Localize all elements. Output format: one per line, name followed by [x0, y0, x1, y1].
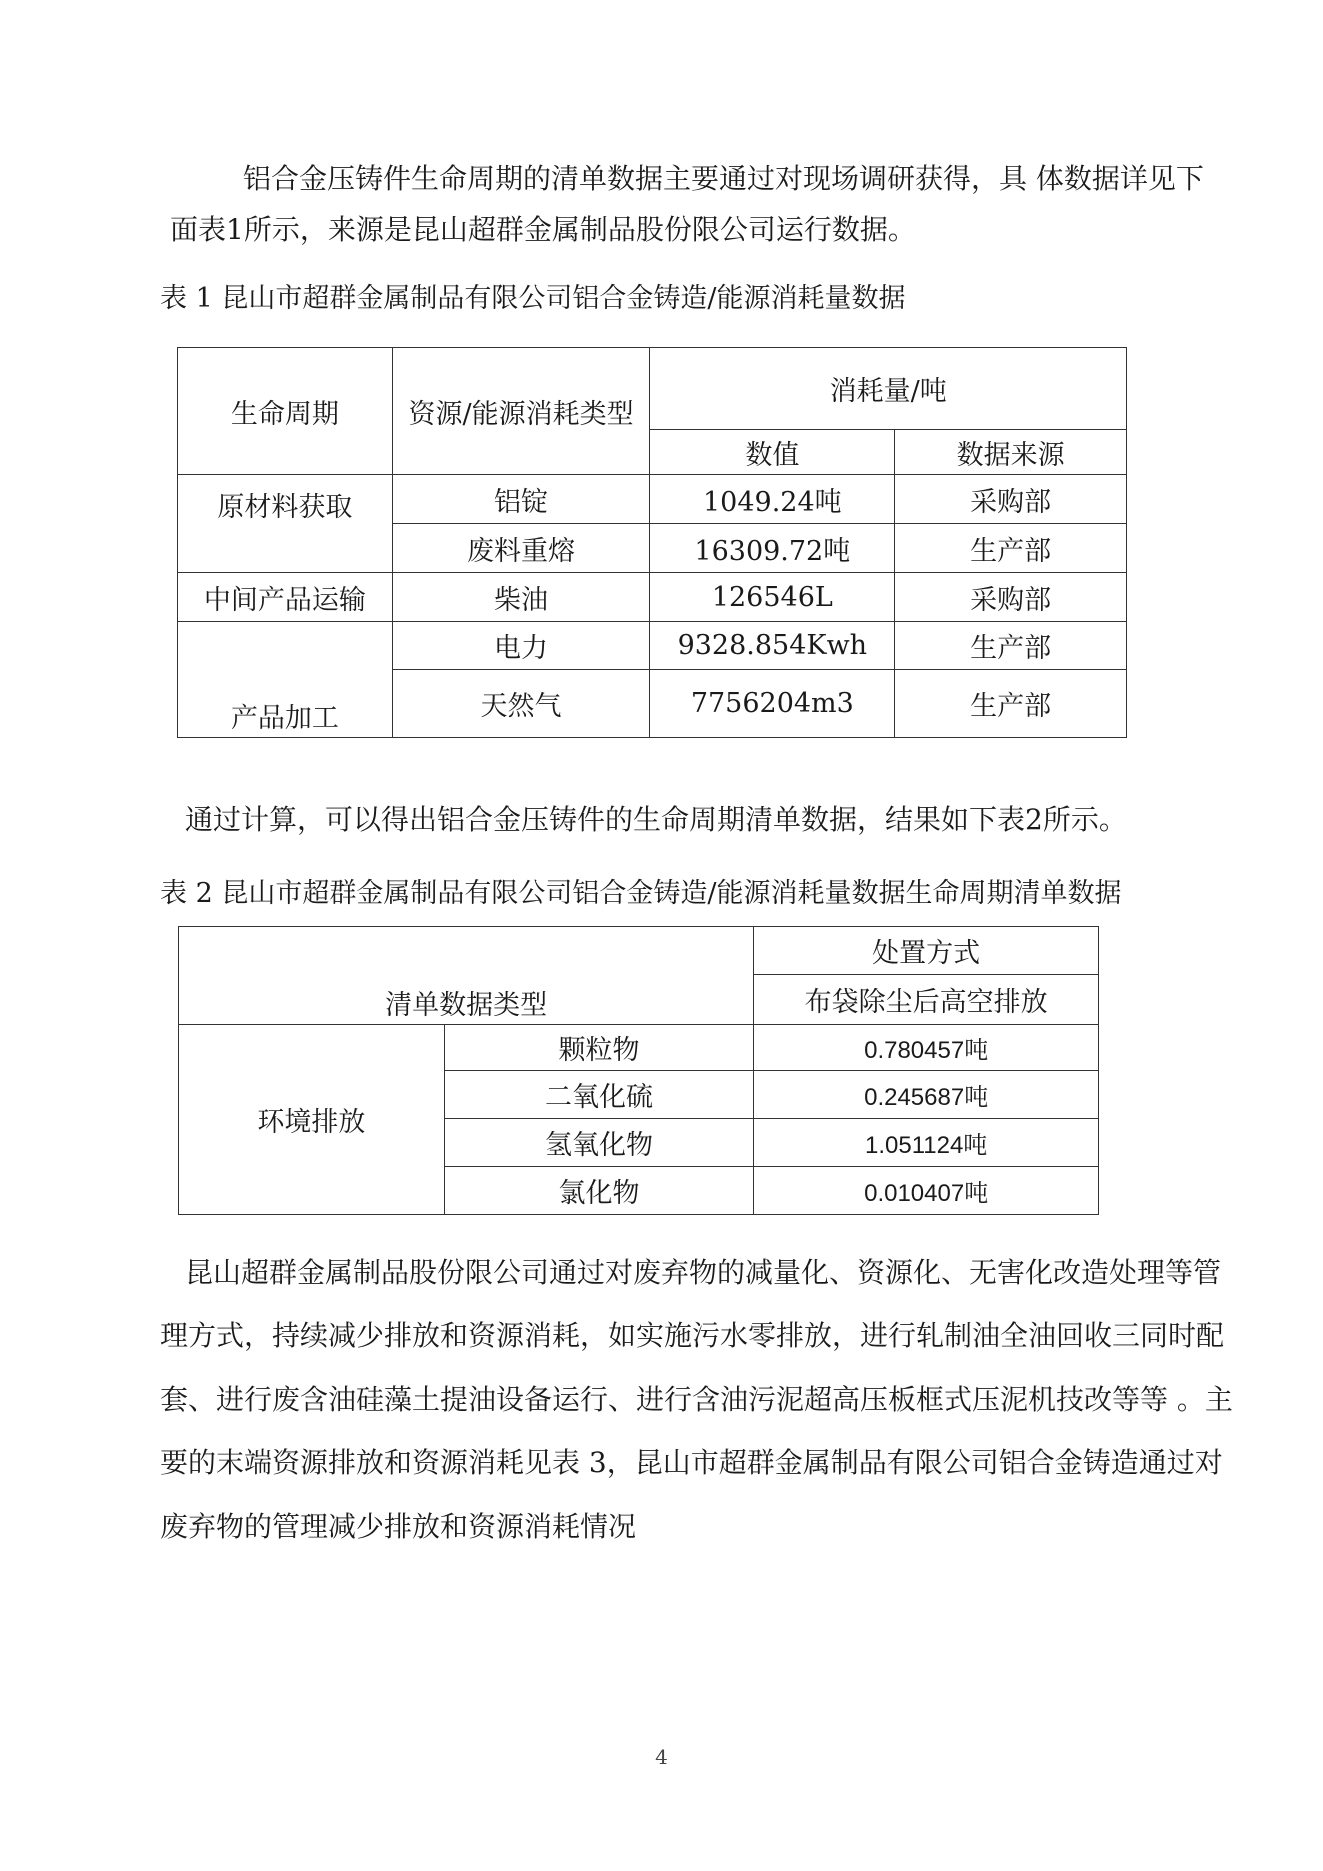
- stage-transport: 中间产品运输: [178, 573, 393, 622]
- table2-caption: 表 2 昆山市超群金属制品有限公司铝合金铸造/能源消耗量数据生命周期清单数据: [160, 878, 1122, 909]
- emission-value-cell: 0.245687吨: [754, 1071, 1099, 1119]
- header-lifecycle: 生命周期: [178, 348, 393, 475]
- closing-line-2: 理方式，持续减少排放和资源消耗，如实施污水零排放，进行轧制油全油回收三同时配: [160, 1319, 1225, 1352]
- emission-value-cell: 0.780457吨: [754, 1025, 1099, 1071]
- value-cell: 1049.24吨: [650, 475, 895, 524]
- header-data-type: 清单数据类型: [179, 927, 754, 1025]
- resource-cell: 天然气: [392, 670, 650, 738]
- emission-value-cell: 0.010407吨: [754, 1167, 1099, 1215]
- closing-line-3: 套、进行废含油硅藻土提油设备运行、进行含油污泥超高压板框式压泥机技改等等 。主: [160, 1383, 1233, 1416]
- value-cell: 126546L: [650, 573, 895, 622]
- header-resource-type: 资源/能源消耗类型: [392, 348, 650, 475]
- item-cell: 颗粒物: [444, 1025, 754, 1071]
- closing-line-1: 昆山超群金属制品股份限公司通过对废弃物的减量化、资源化、无害化改造处理等管: [185, 1256, 1222, 1289]
- category-environment: 环境排放: [179, 1025, 445, 1215]
- resource-cell: 废料重熔: [392, 524, 650, 573]
- header-value: 数值: [650, 430, 895, 475]
- source-cell: 采购部: [895, 475, 1127, 524]
- value-cell: 7756204m3: [650, 670, 895, 738]
- table2: [178, 926, 1099, 1215]
- stage-raw-material: 原材料获取: [178, 475, 393, 573]
- item-cell: 二氧化硫: [444, 1071, 754, 1119]
- source-cell: 采购部: [895, 573, 1127, 622]
- header-source: 数据来源: [895, 430, 1127, 475]
- value-cell: 16309.72吨: [650, 524, 895, 573]
- header-disposal: 处置方式: [754, 927, 1099, 975]
- header-consumption: 消耗量/吨: [650, 348, 1127, 430]
- closing-line-4: 要的末端资源排放和资源消耗见表 3，昆山市超群金属制品有限公司铝合金铸造通过对: [160, 1446, 1223, 1479]
- resource-cell: 柴油: [392, 573, 650, 622]
- resource-cell: 电力: [392, 622, 650, 670]
- source-cell: 生产部: [895, 670, 1127, 738]
- header-method: 布袋除尘后高空排放: [754, 975, 1099, 1025]
- closing-line-5: 废弃物的管理减少排放和资源消耗情况: [160, 1510, 637, 1543]
- page-number: 4: [655, 1745, 668, 1769]
- emission-value-cell: 1.051124吨: [754, 1119, 1099, 1167]
- item-cell: 氯化物: [444, 1167, 754, 1215]
- value-cell: 9328.854Kwh: [650, 622, 895, 670]
- intro-line-1: 铝合金压铸件生命周期的清单数据主要通过对现场调研获得，具 体数据详见下: [243, 162, 1204, 195]
- table1-caption: 表 1 昆山市超群金属制品有限公司铝合金铸造/能源消耗量数据: [160, 283, 906, 314]
- item-cell: 氢氧化物: [444, 1119, 754, 1167]
- stage-processing: 产品加工: [178, 622, 393, 738]
- resource-cell: 铝锭: [392, 475, 650, 524]
- source-cell: 生产部: [895, 622, 1127, 670]
- middle-text: 通过计算，可以得出铝合金压铸件的生命周期清单数据，结果如下表2所示。: [185, 803, 1127, 836]
- table1: [177, 347, 1127, 738]
- source-cell: 生产部: [895, 524, 1127, 573]
- intro-line-2: 面表1所示，来源是昆山超群金属制品股份限公司运行数据。: [170, 213, 916, 246]
